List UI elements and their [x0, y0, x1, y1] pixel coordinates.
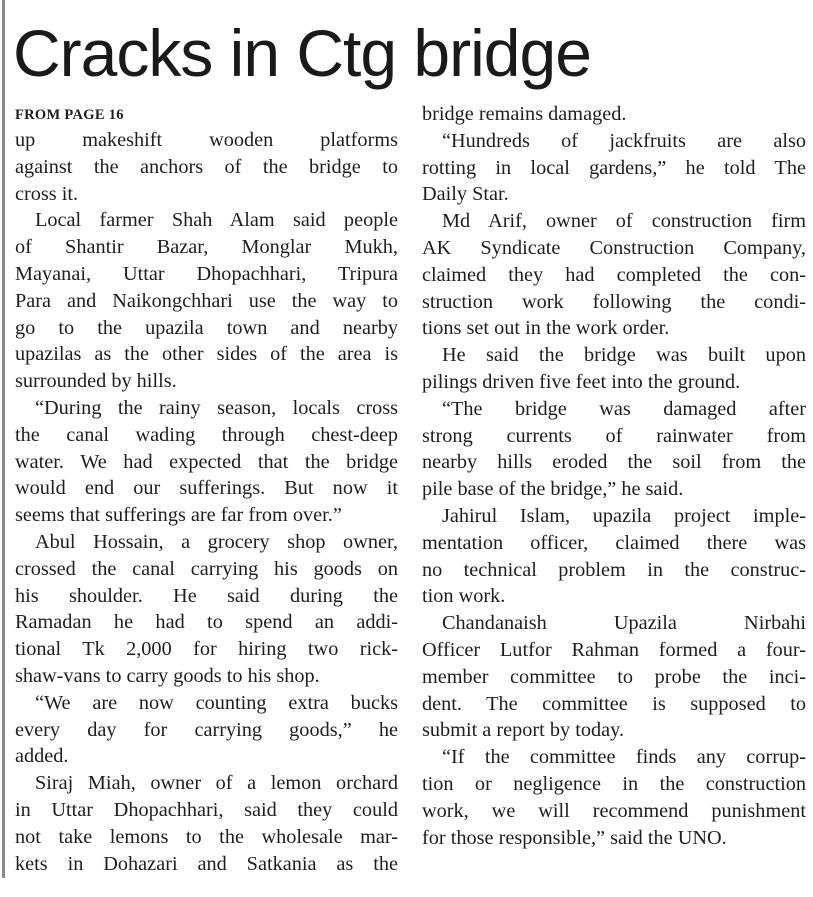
text-line: claimed they had completed the con-	[422, 263, 806, 286]
text-line: no technical problem in the construc-	[422, 558, 806, 581]
continuation-kicker: FROM PAGE 16	[15, 107, 124, 123]
text-line: rotting in local gardens,” he told The	[422, 156, 806, 179]
text-line: He said the bridge was built upon	[442, 344, 806, 367]
text-line: “We are now counting extra bucks	[35, 691, 398, 714]
text-line: work, we will recommend punishment	[422, 799, 806, 822]
text-line: added.	[15, 745, 69, 768]
article-column-right	[422, 101, 806, 851]
paragraph	[422, 503, 806, 610]
paragraph	[15, 690, 398, 770]
text-line: shaw-vans to carry goods to his shop.	[15, 664, 320, 687]
text-line: cross it.	[15, 182, 79, 205]
text-line: Jahirul Islam, upazila project imple-	[442, 504, 806, 527]
article-column-left	[15, 101, 398, 877]
text-line: up makeshift wooden platforms	[15, 129, 398, 151]
text-line: every day for carrying goods,” he	[15, 718, 398, 741]
text-line: in Uttar Dhopachhari, said they could	[15, 798, 398, 821]
paragraph	[422, 208, 806, 342]
text-line: Ramadan he had to spend an addi-	[15, 611, 398, 634]
text-line: AK Syndicate Construction Company,	[422, 236, 806, 259]
text-line: not take lemons to the wholesale mar-	[15, 825, 398, 848]
paragraph	[15, 207, 398, 395]
paragraph	[422, 396, 806, 503]
text-line: kets in Dohazari and Satkania as the	[15, 852, 398, 875]
text-line: for those responsible,” said the UNO.	[422, 826, 727, 849]
text-line: against the anchors of the bridge to	[15, 155, 398, 178]
paragraph	[422, 610, 806, 744]
text-line: “During the rainy season, locals cross	[35, 396, 398, 419]
text-line: submit a report by today.	[422, 719, 625, 742]
text-line: of Shantir Bazar, Monglar Mukh,	[15, 236, 398, 259]
text-line: Md Arif, owner of construction firm	[442, 210, 806, 233]
text-line: “Hundreds of jackfruits are also	[442, 129, 806, 152]
paragraph	[15, 529, 398, 690]
text-line: Daily Star.	[422, 183, 509, 206]
text-line: surrounded by hills.	[15, 370, 177, 393]
text-line: dent. The committee is supposed to	[422, 692, 806, 715]
text-line: tion or negligence in the construction	[422, 772, 806, 795]
headline: Cracks in Ctg bridge	[13, 16, 591, 90]
paragraph	[422, 128, 806, 208]
paragraph	[422, 744, 806, 851]
text-line: Local farmer Shah Alam said people	[35, 209, 398, 232]
text-line: go to the upazila town and nearby	[15, 316, 398, 339]
text-line: tion work.	[422, 585, 506, 608]
text-line: his shoulder. He said during the	[15, 584, 398, 607]
paragraph	[422, 101, 806, 128]
text-line: strong currents of rainwater from	[422, 424, 806, 447]
text-line: “The bridge was damaged after	[442, 397, 806, 420]
text-line: Siraj Miah, owner of a lemon orchard	[35, 772, 398, 795]
text-line: member committee to probe the inci-	[422, 665, 806, 688]
text-line: bridge remains damaged.	[422, 103, 627, 125]
text-line: the canal wading through chest-deep	[15, 423, 398, 446]
text-line: Mayanai, Uttar Dhopachhari, Tripura	[15, 262, 398, 285]
paragraph	[422, 342, 806, 396]
text-line: Chandanaish Upazila Nirbahi	[442, 612, 806, 635]
text-line: crossed the canal carrying his goods on	[15, 557, 398, 580]
text-line: “If the committee finds any corrup-	[442, 746, 806, 769]
text-line: Abul Hossain, a grocery shop owner,	[35, 530, 398, 553]
text-line: tions set out in the work order.	[422, 317, 670, 340]
column-rule	[2, 0, 5, 878]
text-line: would end our sufferings. But now it	[15, 477, 398, 500]
text-line: upazilas as the other sides of the area is	[15, 343, 398, 366]
text-line: nearby hills eroded the soil from the	[422, 451, 806, 474]
paragraph	[15, 127, 398, 207]
text-line: Para and Naikongchhari use the way to	[15, 289, 398, 312]
paragraph	[15, 770, 398, 877]
paragraph	[15, 395, 398, 529]
text-line: struction work following the condi-	[422, 290, 806, 313]
text-line: tional Tk 2,000 for hiring two rick-	[15, 638, 398, 661]
text-line: water. We had expected that the bridge	[15, 450, 398, 473]
text-line: Officer Lutfor Rahman formed a four-	[422, 638, 806, 661]
text-line: pile base of the bridge,” he said.	[422, 478, 684, 501]
text-line: mentation officer, claimed there was	[422, 531, 806, 554]
text-line: seems that sufferings are far from over.”	[15, 504, 342, 527]
text-line: pilings driven five feet into the ground.	[422, 370, 741, 393]
